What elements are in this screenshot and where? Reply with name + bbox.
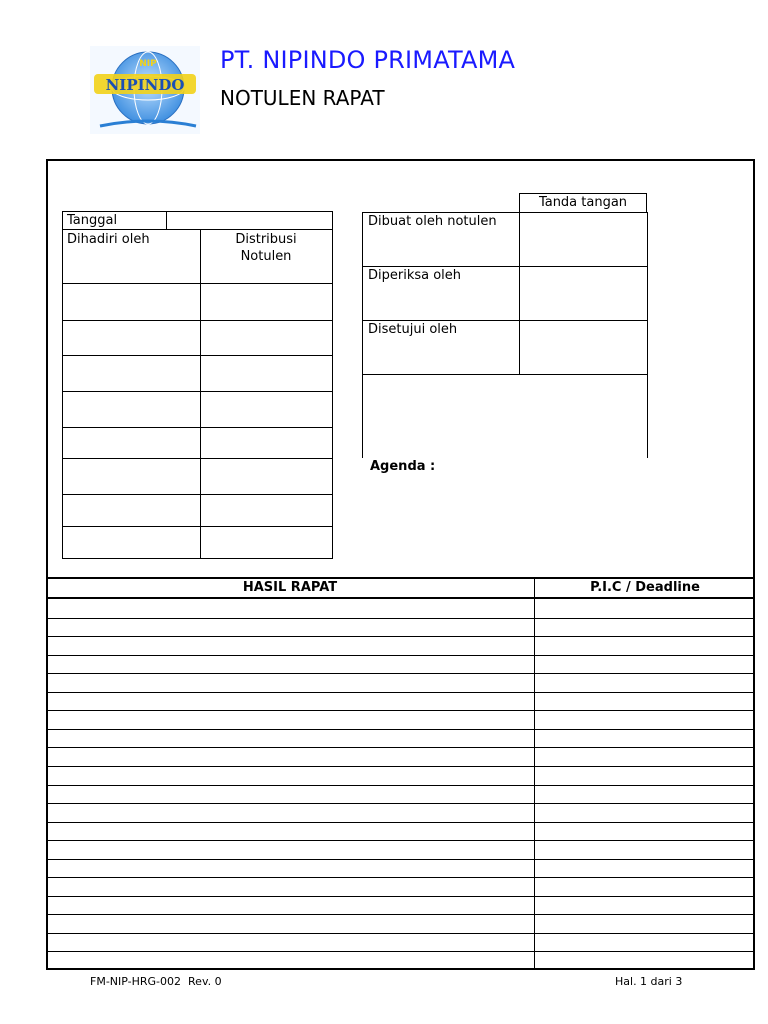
signature-header-cell	[519, 193, 647, 212]
document-title: NOTULEN RAPAT	[220, 86, 385, 110]
form-code-text: FM-NIP-HRG-002	[90, 975, 182, 988]
attended-by-label: Dihadiri oleh	[67, 232, 150, 247]
pic-deadline-cell[interactable]	[536, 934, 753, 951]
result-cell[interactable]	[48, 767, 533, 784]
pic-deadline-cell[interactable]	[536, 952, 753, 969]
pic-deadline-cell[interactable]	[536, 860, 753, 877]
attendance-table	[62, 211, 333, 559]
result-cell[interactable]	[48, 730, 533, 747]
pic-deadline-cell[interactable]	[536, 841, 753, 858]
svg-text:NIP: NIP	[139, 59, 157, 69]
date-field[interactable]	[168, 213, 330, 228]
result-cell[interactable]	[48, 711, 533, 728]
distribution-label: Distribusi	[235, 232, 297, 247]
signature-cell-created[interactable]	[521, 214, 646, 265]
signature-cell-approved[interactable]	[521, 322, 646, 373]
pic-deadline-cell[interactable]	[536, 878, 753, 895]
result-cell[interactable]	[48, 952, 533, 969]
checked-by-label: Diperiksa oleh	[368, 268, 462, 283]
approved-by-label: Disetujui oleh	[368, 322, 458, 337]
pic-deadline-cell[interactable]	[536, 786, 753, 803]
pic-deadline-cell[interactable]	[536, 711, 753, 728]
result-cell[interactable]	[48, 878, 533, 895]
result-cell[interactable]	[48, 860, 533, 877]
page-number: Hal. 1 dari 3	[615, 975, 683, 988]
result-cell[interactable]	[48, 748, 533, 765]
company-name: PT. NIPINDO PRIMATAMA	[220, 46, 516, 74]
svg-text:NIPINDO: NIPINDO	[105, 76, 185, 94]
result-cell[interactable]	[48, 823, 533, 840]
signature-table	[362, 195, 648, 458]
revision-text: Rev. 0	[188, 975, 222, 988]
result-cell[interactable]	[48, 934, 533, 951]
pic-deadline-cell[interactable]	[536, 897, 753, 914]
result-cell[interactable]	[48, 637, 533, 654]
created-by-label: Dibuat oleh notulen	[368, 214, 497, 229]
result-cell[interactable]	[48, 656, 533, 673]
date-label: Tanggal	[67, 213, 118, 228]
pic-deadline-cell[interactable]	[536, 748, 753, 765]
form-code	[90, 975, 222, 988]
result-cell[interactable]	[48, 619, 533, 636]
result-cell[interactable]	[48, 915, 533, 932]
attendee-cell[interactable]	[64, 284, 199, 319]
pic-deadline-cell[interactable]	[536, 915, 753, 932]
pic-deadline-cell[interactable]	[536, 804, 753, 821]
signature-cell-checked[interactable]	[521, 268, 646, 319]
distribution-label-2: Notulen	[240, 249, 292, 264]
pic-deadline-cell[interactable]	[536, 693, 753, 710]
result-cell[interactable]	[48, 804, 533, 821]
globe-logo-icon	[90, 46, 200, 134]
pic-deadline-cell[interactable]	[536, 730, 753, 747]
pic-deadline-cell[interactable]	[536, 674, 753, 691]
company-logo	[90, 46, 200, 134]
result-cell[interactable]	[48, 674, 533, 691]
pic-deadline-cell[interactable]	[536, 600, 753, 617]
result-cell[interactable]	[48, 897, 533, 914]
pic-deadline-cell[interactable]	[536, 767, 753, 784]
result-cell[interactable]	[48, 693, 533, 710]
distribution-cell[interactable]	[202, 284, 331, 319]
signature-header-label: Tanda tangan	[538, 195, 628, 210]
results-header: HASIL RAPAT	[242, 580, 338, 595]
pic-deadline-header: P.I.C / Deadline	[590, 580, 700, 595]
pic-deadline-cell[interactable]	[536, 619, 753, 636]
result-cell[interactable]	[48, 600, 533, 617]
result-cell[interactable]	[48, 786, 533, 803]
pic-deadline-cell[interactable]	[536, 656, 753, 673]
agenda-label: Agenda :	[370, 459, 436, 474]
pic-deadline-cell[interactable]	[536, 637, 753, 654]
pic-deadline-cell[interactable]	[536, 823, 753, 840]
result-cell[interactable]	[48, 841, 533, 858]
